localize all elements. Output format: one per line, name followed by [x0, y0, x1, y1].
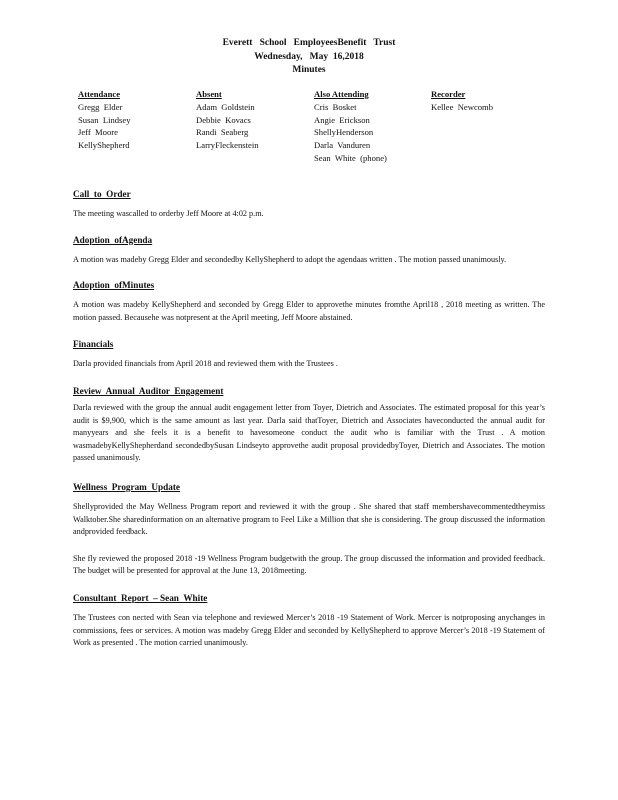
section-adoption-agenda	[73, 234, 545, 267]
section-heading: Review Annual Auditor Engagement	[73, 385, 224, 396]
absentee: Adam Goldstein	[196, 101, 255, 112]
attendee: Jeff Moore	[78, 127, 118, 138]
also-attending-heading: Also Attending	[314, 89, 369, 99]
section-call-to-order	[73, 188, 545, 221]
section-heading: Adoption ofAgenda	[73, 234, 153, 245]
minutes-body	[73, 188, 545, 650]
section-text: A motion was madeby Gregg Elder and secondedby KellyShepherd to adopt the agendaas written . The motion passed unanimously.	[73, 254, 507, 264]
guest: Darla Vanduren	[314, 140, 371, 151]
section-heading: Wellness Program Update	[73, 481, 181, 492]
absent-heading: Absent	[196, 89, 222, 99]
attendance-heading: Attendance	[78, 89, 121, 99]
section-heading: Consultant Report – Sean White	[73, 592, 208, 603]
guest: Angie Erickson	[314, 114, 370, 125]
trust-title: Everett School EmployeesBenefit Trust	[222, 38, 396, 48]
minutes-title: Minutes	[292, 65, 326, 75]
section-text: Darla provided financials from April 2018 and reviewed them with the Trustees .	[73, 359, 338, 369]
absent-column	[196, 88, 316, 152]
guest: Sean White (phone)	[314, 152, 387, 163]
section-auditor-engagement	[73, 385, 545, 465]
section-financials	[73, 338, 545, 371]
absentee: Debbie Kovacs	[196, 114, 251, 125]
section-heading: Call to Order	[73, 189, 131, 199]
recorder-name: Kellee Newcomb	[431, 101, 494, 112]
absentee: LarryFleckenstein	[196, 140, 259, 151]
attendee: KellyShepherd	[78, 140, 130, 151]
also-attending-column	[314, 88, 434, 165]
section-wellness-program	[73, 481, 545, 578]
section-heading: Financials	[73, 339, 114, 350]
attendee: Susan Lindsey	[78, 114, 131, 125]
section-adoption-minutes	[73, 279, 545, 324]
meeting-date: Wednesday, May 16,2018	[254, 51, 364, 62]
absentee: Randi Seaberg	[196, 127, 249, 138]
section-consultant-report	[73, 592, 545, 650]
section-heading: Adoption ofMinutes	[73, 280, 155, 291]
section-text: A motion was madeby KellyShepherd and seconded by Gregg Elder to approvethe minutes fromthe April18 , 2018 meeting as written. The motion passed. Becausehe was notpresent at the April meeting, Jeff Moore abstained.	[73, 300, 545, 322]
recorder-heading: Recorder	[431, 89, 466, 99]
section-text: The meeting wascalled to orderby Jeff Moore at 4:02 p.m.	[73, 209, 264, 218]
attendance-column	[78, 88, 198, 152]
section-text: The Trustees con nected with Sean via telephone and reviewed Mercer’s 2018 -19 Statement of Work. Mercer is notproposing anychanges in commissions, fees or services. A motion was madeby Gregg Elder and seconded by KellyShepherd to approve Mercer’s 2018 -19 Statement of Work as presented . The motion carried unanimously.	[73, 612, 545, 648]
section-text: Darla reviewed with the group the annual audit engagement letter from Toyer, Dietrich and Associates. The estimated proposal for this year’s audit is $9,900, which is the same amount as last year. Darla said thatToyer, Dietrich and Associates haveconducted the annual audit for manyyears and she feels it is a benefit to havesomeone conduct the audit who is familiar with the Trust . A motion wasmadebyKellyShepherdand secondedbySusan Lindseyto approvethe audit proposal providedbyToyer, Dietrich and Associates. The motion passed unanimously.	[73, 402, 545, 463]
document-header	[0, 37, 618, 78]
guest: Cris Bosket	[314, 101, 357, 112]
section-text: Shellyprovided the May Wellness Program report and reviewed it with the group . She shared that staff membershavecommentedtheymiss Walktober.She sharedinformation on an alternative program to Feel Like a Million that she is considering. The group discussed the information andprovided feedback.	[73, 501, 545, 537]
section-text: She fly reviewed the proposed 2018 -19 Wellness Program budgetwith the group. The group discussed the information and provided feedback. The budget will be presented for approval at the June 13, 2018meeting.	[73, 553, 545, 576]
attendee: Gregg Elder	[78, 101, 123, 112]
recorder-column	[431, 88, 551, 114]
guest: ShellyHenderson	[314, 127, 374, 138]
